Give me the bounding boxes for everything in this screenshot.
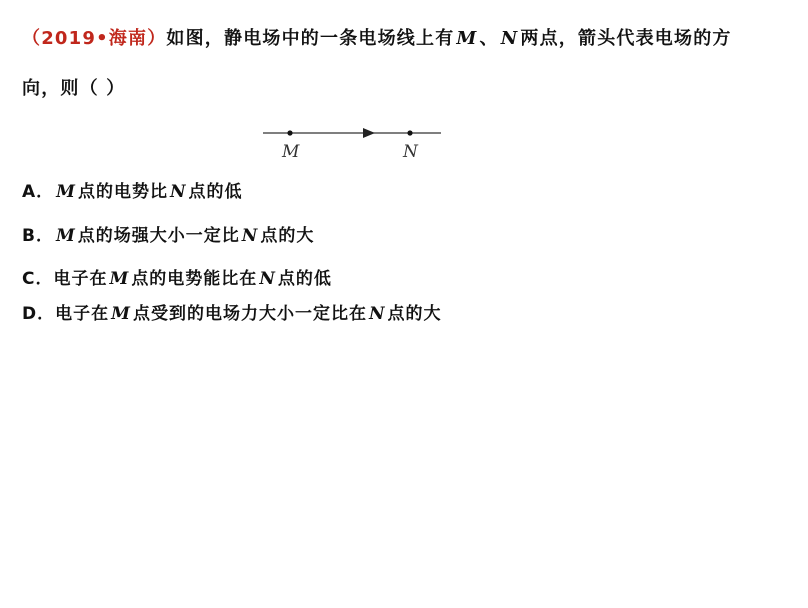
option-a-letter: A． <box>22 182 55 202</box>
option-c-var-m: M <box>109 269 130 289</box>
option-b-var-m: M <box>55 226 76 246</box>
option-b-letter: B． <box>22 226 54 246</box>
option-a-text-1: 点的电势比 <box>78 182 168 202</box>
question-stem-text-1: 如图，静电场中的一条电场线上有 <box>166 28 455 49</box>
option-c-prefix: 电子在 <box>53 269 108 289</box>
option-c-text-2: 点的低 <box>277 269 332 289</box>
option-d-var-m: M <box>111 304 131 324</box>
point-m-label: M <box>456 28 478 49</box>
separator: 、 <box>479 28 499 49</box>
question-stem-text-3: 向，则（ ） <box>22 78 126 99</box>
option-a-text-2: 点的低 <box>188 182 243 202</box>
option-a[interactable] <box>22 180 243 204</box>
point-n-label: N <box>500 28 519 49</box>
field-direction-arrow <box>363 128 375 138</box>
electric-field-line-diagram <box>255 115 455 165</box>
option-d-text-1: 点受到的电场力大小一定比在 <box>132 304 367 324</box>
option-c[interactable] <box>22 267 332 291</box>
option-b-text-2: 点的大 <box>260 226 315 246</box>
option-d-letter: D． <box>22 304 56 324</box>
option-c-letter: C． <box>22 269 54 289</box>
option-d[interactable] <box>22 302 442 326</box>
option-b[interactable] <box>22 224 314 248</box>
question-stem-line-2 <box>22 76 796 102</box>
question-source: （2019•海南） <box>22 28 167 49</box>
point-m-dot <box>287 130 292 135</box>
option-c-text-1: 点的电势能比在 <box>131 269 258 289</box>
option-d-var-n: N <box>368 304 386 324</box>
option-a-var-n: N <box>170 182 187 202</box>
diagram-label-n: N <box>403 142 418 162</box>
point-n-dot <box>407 130 412 135</box>
question-stem-text-2: 两点，箭头代表电场的方 <box>520 28 732 49</box>
option-a-var-m: M <box>56 182 76 202</box>
option-d-prefix: 电子在 <box>55 304 110 324</box>
option-d-text-2: 点的大 <box>387 304 442 324</box>
diagram-label-m: M <box>282 142 300 162</box>
option-c-var-n: N <box>259 269 276 289</box>
option-b-var-n: N <box>241 226 259 246</box>
question-stem-line-1 <box>22 26 796 52</box>
option-b-text-1: 点的场强大小一定比 <box>77 226 240 246</box>
